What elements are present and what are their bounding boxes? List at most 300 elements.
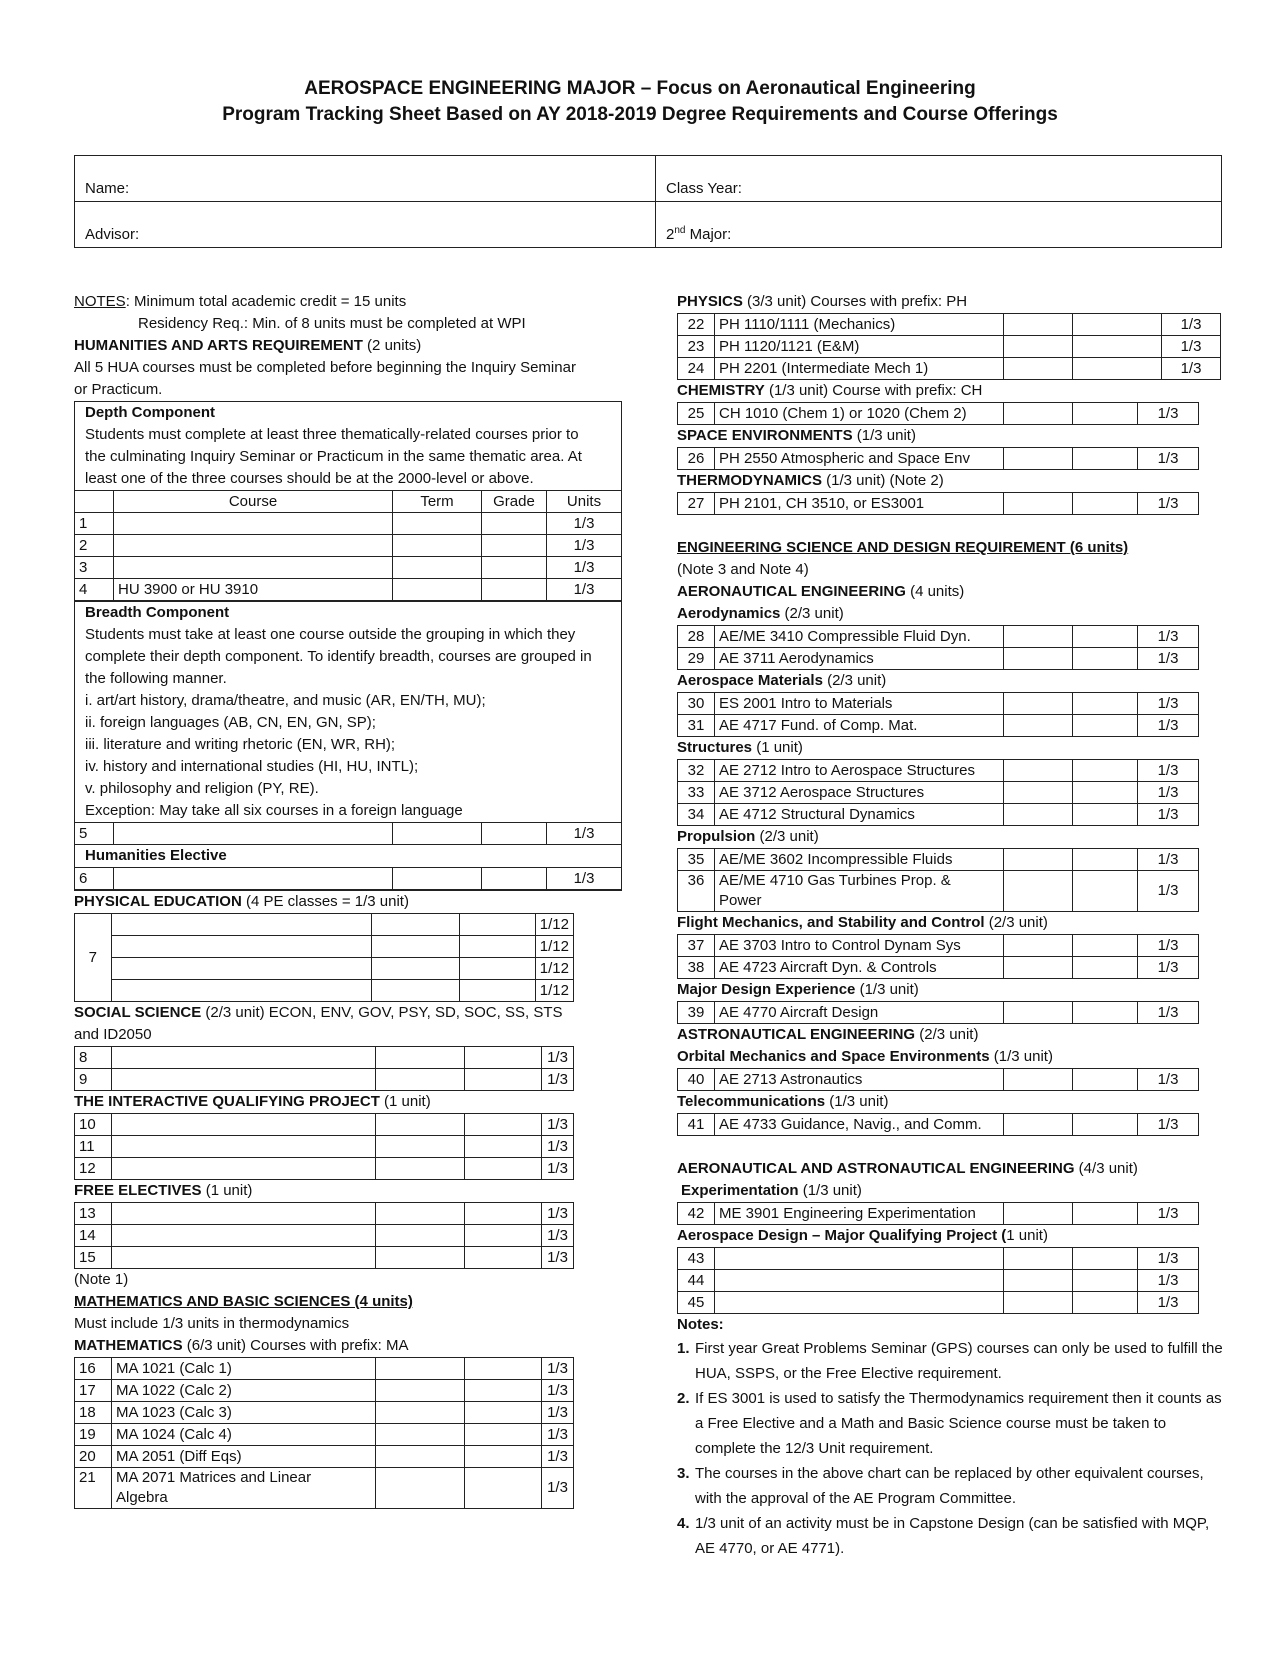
note-text: 1/3 unit of an activity must be in Capstone Design (can be satisfied with MQP, AE 4770, or AE 4771). [695, 1515, 1210, 1557]
grade-cell[interactable] [465, 1402, 542, 1424]
row-number: 17 [75, 1380, 112, 1402]
grade-cell[interactable] [1073, 1069, 1138, 1091]
term-cell[interactable] [1004, 1114, 1073, 1136]
mqp-units: 1 unit) [1006, 1227, 1048, 1244]
space-env-heading-text: SPACE ENVIRONMENTS [677, 427, 853, 444]
term-cell[interactable] [393, 513, 482, 535]
row-number: 29 [678, 648, 715, 670]
units-cell: 1/12 [535, 914, 573, 936]
math-table [74, 1357, 574, 1509]
class-year-field[interactable] [656, 156, 1222, 202]
depth-text2: the culminating Inquiry Seminar or Practicum in the same thematic area. At [85, 448, 582, 465]
term-cell[interactable] [1004, 871, 1073, 912]
course-cell[interactable] [111, 936, 371, 958]
iqp-heading-text: THE INTERACTIVE QUALIFYING PROJECT [74, 1093, 380, 1110]
course-cell[interactable] [112, 1247, 376, 1269]
esd-heading: ENGINEERING SCIENCE AND DESIGN REQUIREMENT (6 units) [677, 539, 1129, 556]
table-row [75, 1402, 574, 1424]
grade-cell[interactable] [482, 868, 547, 890]
course-cell [715, 871, 1004, 912]
grade-cell[interactable] [1073, 448, 1138, 470]
grade-cell[interactable] [1073, 358, 1162, 380]
units-cell: 1/3 [1138, 715, 1199, 737]
term-cell[interactable] [1004, 760, 1073, 782]
term-cell[interactable] [1004, 648, 1073, 670]
course-cell[interactable] [114, 868, 393, 890]
course-cell[interactable] [715, 1248, 1004, 1270]
grade-cell[interactable] [482, 513, 547, 535]
units-cell: 1/3 [1138, 1069, 1199, 1091]
row-number: 7 [75, 914, 112, 1002]
grade-cell[interactable] [1073, 403, 1138, 425]
grade-cell[interactable] [465, 1247, 542, 1269]
term-cell[interactable] [1004, 314, 1073, 336]
aa-heading-text: AERONAUTICAL AND ASTRONAUTICAL ENGINEERING [677, 1160, 1075, 1177]
term-cell[interactable] [1004, 693, 1073, 715]
free-heading [74, 1180, 622, 1202]
grade-cell[interactable] [1073, 314, 1162, 336]
term-cell[interactable] [376, 1203, 465, 1225]
notes-line2: Residency Req.: Min. of 8 units must be completed at WPI [138, 315, 526, 332]
right-column [677, 291, 1225, 1561]
course-cell [112, 1468, 376, 1509]
row-number: 35 [678, 849, 715, 871]
free-note: (Note 1) [74, 1271, 129, 1288]
grade-cell[interactable] [465, 1136, 542, 1158]
physics-heading-text: PHYSICS [677, 293, 743, 310]
grade-cell[interactable] [1073, 1114, 1138, 1136]
term-cell[interactable] [376, 1468, 465, 1509]
elective-table [75, 867, 621, 890]
course-cell: MA 1022 (Calc 2) [112, 1380, 376, 1402]
note-item [677, 1386, 1225, 1461]
course-cell[interactable] [112, 1158, 376, 1180]
breadth-title: Breadth Component [75, 601, 621, 624]
table-row [75, 1136, 574, 1158]
grade-cell[interactable] [482, 823, 547, 845]
term-cell[interactable] [376, 1047, 465, 1069]
term-cell[interactable] [1004, 935, 1073, 957]
units-cell: 1/3 [1138, 871, 1199, 912]
thermo-heading-text: THERMODYNAMICS [677, 472, 822, 489]
units-cell: 1/12 [535, 958, 573, 980]
term-cell[interactable] [1004, 336, 1073, 358]
grade-cell[interactable] [482, 535, 547, 557]
table-row [75, 1225, 574, 1247]
course-cell[interactable] [114, 513, 393, 535]
term-cell[interactable] [371, 914, 459, 936]
table-row [75, 1203, 574, 1225]
chemistry-heading [677, 380, 1225, 402]
course-cell[interactable] [114, 535, 393, 557]
materials-table [677, 692, 1199, 737]
grade-cell[interactable] [1073, 871, 1138, 912]
term-cell[interactable] [1004, 1270, 1073, 1292]
free-heading-units: (1 unit) [201, 1182, 253, 1199]
grade-cell[interactable] [459, 914, 535, 936]
course-cell: PH 2201 (Intermediate Mech 1) [715, 358, 1004, 380]
course-cell[interactable] [111, 980, 371, 1002]
term-cell[interactable] [376, 1069, 465, 1091]
term-cell[interactable] [1004, 1069, 1073, 1091]
course-cell[interactable] [114, 823, 393, 845]
units-cell: 1/3 [547, 579, 622, 601]
experimentation-units: (1/3 unit) [798, 1182, 862, 1199]
course-cell[interactable] [112, 1203, 376, 1225]
units-cell: 1/3 [1162, 336, 1221, 358]
units-cell: 1/3 [1138, 648, 1199, 670]
course-cell: AE 4733 Guidance, Navig., and Comm. [715, 1114, 1004, 1136]
depth-header-grade: Grade [482, 491, 547, 513]
grade-cell[interactable] [465, 1380, 542, 1402]
grade-cell[interactable] [1073, 782, 1138, 804]
notes-line1: : Minimum total academic credit = 15 units [125, 293, 407, 310]
name-label: Name: [85, 180, 130, 197]
second-major-field[interactable] [656, 202, 1222, 248]
telecom-title: Telecommunications [677, 1093, 826, 1110]
materials-title: Aerospace Materials [677, 672, 823, 689]
units-cell: 1/3 [542, 1225, 574, 1247]
flight-title: Flight Mechanics, and Stability and Control [677, 914, 985, 931]
table-row [75, 980, 574, 1002]
course-cell: AE 2713 Astronautics [715, 1069, 1004, 1091]
course-cell: ES 2001 Intro to Materials [715, 693, 1004, 715]
term-cell[interactable] [376, 1114, 465, 1136]
course-cell[interactable] [112, 1225, 376, 1247]
grade-cell[interactable] [1073, 1292, 1138, 1314]
row-number: 27 [678, 493, 715, 515]
units-cell: 1/3 [1138, 1114, 1199, 1136]
row-number: 24 [678, 358, 715, 380]
table-row [75, 1247, 574, 1269]
course-cell: PH 2101, CH 3510, or ES3001 [715, 493, 1004, 515]
term-cell[interactable] [1004, 403, 1073, 425]
breadth-group: i. art/art history, drama/theatre, and music (AR, EN/TH, MU); [85, 692, 486, 709]
space-env-table [677, 447, 1199, 470]
units-cell: 1/3 [1138, 1248, 1199, 1270]
grade-cell[interactable] [465, 1446, 542, 1468]
row-number: 38 [678, 957, 715, 979]
row-number: 10 [75, 1114, 112, 1136]
term-cell[interactable] [393, 535, 482, 557]
second-major-sup: nd [674, 225, 686, 236]
aa-heading [677, 1158, 1225, 1180]
grade-cell[interactable] [1073, 935, 1138, 957]
course-cell[interactable] [112, 1047, 376, 1069]
row-number: 4 [75, 579, 114, 601]
term-cell[interactable] [1004, 715, 1073, 737]
grade-cell[interactable] [465, 1203, 542, 1225]
table-row [75, 1069, 574, 1091]
notes-list [677, 1336, 1225, 1561]
units-cell: 1/3 [1138, 782, 1199, 804]
grade-cell[interactable] [482, 557, 547, 579]
grade-cell[interactable] [482, 579, 547, 601]
term-cell[interactable] [1004, 358, 1073, 380]
units-cell: 1/3 [542, 1158, 574, 1180]
structures-title: Structures [677, 739, 753, 756]
hua-heading [74, 335, 622, 357]
course-cell: PH 2550 Atmospheric and Space Env [715, 448, 1004, 470]
term-cell[interactable] [1004, 804, 1073, 826]
table-row [75, 936, 574, 958]
name-field[interactable] [75, 156, 656, 202]
row-number: 40 [678, 1069, 715, 1091]
term-cell[interactable] [1004, 1002, 1073, 1024]
term-cell[interactable] [1004, 849, 1073, 871]
table-row [75, 1047, 574, 1069]
course-cell: AE 4770 Aircraft Design [715, 1002, 1004, 1024]
advisor-field[interactable] [75, 202, 656, 248]
term-cell[interactable] [371, 936, 459, 958]
document-title: AEROSPACE ENGINEERING MAJOR – Focus on Aeronautical Engineering [304, 78, 976, 99]
grade-cell[interactable] [465, 1114, 542, 1136]
hua-box [74, 401, 622, 891]
free-table [74, 1202, 574, 1269]
depth-header-n [75, 491, 114, 513]
design-table [677, 1001, 1199, 1024]
grade-cell[interactable] [459, 958, 535, 980]
astro-heading [677, 1024, 1225, 1046]
term-cell[interactable] [376, 1136, 465, 1158]
table-row [678, 336, 1221, 358]
course-cell[interactable] [111, 958, 371, 980]
pe-table [74, 913, 574, 1002]
table-row [678, 1114, 1199, 1136]
depth-header-course: Course [114, 491, 393, 513]
row-number: 39 [678, 1002, 715, 1024]
math-heading-units: (6/3 unit) Courses with prefix: MA [182, 1337, 409, 1354]
row-number: 44 [678, 1270, 715, 1292]
flight-table [677, 934, 1199, 979]
grade-cell[interactable] [1073, 715, 1138, 737]
thermo-table [677, 492, 1199, 515]
note-number: 3. [677, 1465, 690, 1482]
term-cell[interactable] [376, 1380, 465, 1402]
units-cell: 1/3 [1138, 1203, 1199, 1225]
grade-cell[interactable] [1073, 626, 1138, 648]
note-text: The courses in the above chart can be replaced by other equivalent courses, with the approval of the AE Program Committee. [695, 1465, 1204, 1507]
grade-cell[interactable] [465, 1358, 542, 1380]
depth-header-units: Units [547, 491, 622, 513]
grade-cell[interactable] [465, 1158, 542, 1180]
units-cell: 1/3 [1138, 804, 1199, 826]
row-number: 37 [678, 935, 715, 957]
space-env-heading-units: (1/3 unit) [852, 427, 916, 444]
physics-heading [677, 291, 1225, 313]
units-cell: 1/3 [547, 513, 622, 535]
astro-heading-text: ASTRONAUTICAL ENGINEERING [677, 1026, 916, 1043]
row-number: 30 [678, 693, 715, 715]
units-cell: 1/3 [542, 1114, 574, 1136]
chemistry-heading-units: (1/3 unit) Course with prefix: CH [764, 382, 983, 399]
term-cell[interactable] [393, 868, 482, 890]
term-cell[interactable] [371, 958, 459, 980]
experimentation-heading [677, 1180, 1225, 1202]
table-row [75, 1424, 574, 1446]
aerodynamics-title: Aerodynamics [677, 605, 781, 622]
course-cell: AE 4723 Aircraft Dyn. & Controls [715, 957, 1004, 979]
row-number: 3 [75, 557, 114, 579]
term-cell[interactable] [1004, 448, 1073, 470]
units-cell: 1/3 [1138, 1270, 1199, 1292]
term-cell[interactable] [1004, 1292, 1073, 1314]
grade-cell[interactable] [1073, 493, 1138, 515]
physics-heading-units: (3/3 unit) Courses with prefix: PH [742, 293, 968, 310]
table-row [75, 513, 621, 535]
units-cell: 1/3 [542, 1402, 574, 1424]
term-cell[interactable] [376, 1424, 465, 1446]
pe-heading-text: PHYSICAL EDUCATION [74, 893, 242, 910]
hua-heading-units: (2 units) [362, 337, 422, 354]
term-cell[interactable] [1004, 626, 1073, 648]
units-cell: 1/3 [542, 1069, 574, 1091]
grade-cell[interactable] [1073, 1248, 1138, 1270]
grade-cell[interactable] [1073, 648, 1138, 670]
course-cell[interactable] [715, 1292, 1004, 1314]
units-cell: 1/3 [1138, 957, 1199, 979]
term-cell[interactable] [1004, 782, 1073, 804]
design-title: Major Design Experience [677, 981, 856, 998]
table-row [75, 1446, 574, 1468]
design-units: (1/3 unit) [855, 981, 919, 998]
units-cell: 1/3 [547, 557, 622, 579]
row-number: 11 [75, 1136, 112, 1158]
grade-cell[interactable] [1073, 1203, 1138, 1225]
grade-cell[interactable] [1073, 957, 1138, 979]
structures-heading [677, 737, 1225, 759]
breadth-exception: Exception: May take all six courses in a foreign language [85, 802, 463, 819]
units-cell: 1/3 [1138, 1292, 1199, 1314]
term-cell[interactable] [393, 823, 482, 845]
course-cell: AE/ME 3410 Compressible Fluid Dyn. [715, 626, 1004, 648]
free-heading-text: FREE ELECTIVES [74, 1182, 202, 1199]
space-env-heading [677, 425, 1225, 447]
breadth-table [75, 822, 621, 845]
row-number: 34 [678, 804, 715, 826]
orbital-title: Orbital Mechanics and Space Environments [677, 1048, 990, 1065]
iqp-heading [74, 1091, 622, 1113]
second-major-label [666, 226, 731, 243]
term-cell[interactable] [376, 1225, 465, 1247]
table-row [75, 1468, 574, 1509]
note-item [677, 1336, 1225, 1386]
grade-cell[interactable] [1073, 804, 1138, 826]
grade-cell[interactable] [459, 936, 535, 958]
chemistry-table [677, 402, 1199, 425]
table-row [75, 579, 621, 601]
hum-elective-title: Humanities Elective [85, 847, 227, 864]
mqp-heading [677, 1225, 1225, 1247]
grade-cell[interactable] [1073, 760, 1138, 782]
table-row [75, 1114, 574, 1136]
table-row [75, 1380, 574, 1402]
notes-top [74, 291, 622, 313]
term-cell[interactable] [1004, 957, 1073, 979]
grade-cell[interactable] [1073, 693, 1138, 715]
social-table [74, 1046, 574, 1091]
math-heading [74, 1335, 622, 1357]
grade-cell[interactable] [1073, 849, 1138, 871]
grade-cell[interactable] [465, 1069, 542, 1091]
grade-cell[interactable] [465, 1225, 542, 1247]
table-row [678, 693, 1199, 715]
term-cell[interactable] [376, 1402, 465, 1424]
term-cell[interactable] [371, 980, 459, 1002]
materials-heading [677, 670, 1225, 692]
math-basic-sub: Must include 1/3 units in thermodynamics [74, 1315, 350, 1332]
course-cell[interactable] [112, 1069, 376, 1091]
term-cell[interactable] [1004, 1203, 1073, 1225]
units-cell: 1/3 [1138, 626, 1199, 648]
course-cell[interactable] [112, 1136, 376, 1158]
table-row [75, 1158, 574, 1180]
term-cell[interactable] [393, 579, 482, 601]
pe-heading [74, 891, 622, 913]
term-cell[interactable] [376, 1446, 465, 1468]
grade-cell[interactable] [459, 980, 535, 1002]
units-cell: 1/3 [1138, 1002, 1199, 1024]
row-number: 33 [678, 782, 715, 804]
units-cell: 1/3 [542, 1203, 574, 1225]
table-row [678, 448, 1199, 470]
row-number: 36 [678, 871, 715, 912]
grade-cell[interactable] [1073, 336, 1162, 358]
units-cell: 1/3 [1138, 493, 1199, 515]
notes-heading: Notes: [677, 1316, 724, 1333]
table-row [75, 1358, 574, 1380]
document-subtitle: Program Tracking Sheet Based on AY 2018-2019 Degree Requirements and Course Offerings [222, 104, 1058, 125]
term-cell[interactable] [393, 557, 482, 579]
table-row [75, 868, 621, 890]
row-number: 1 [75, 513, 114, 535]
course-cell: MA 2051 (Diff Eqs) [112, 1446, 376, 1468]
note-number: 4. [677, 1515, 690, 1532]
course-cell: CH 1010 (Chem 1) or 1020 (Chem 2) [715, 403, 1004, 425]
grade-cell[interactable] [465, 1047, 542, 1069]
aerodynamics-heading [677, 603, 1225, 625]
row-number: 8 [75, 1047, 112, 1069]
course-cell[interactable] [715, 1270, 1004, 1292]
mqp-title: Aerospace Design – Major Qualifying Project ( [677, 1227, 1007, 1244]
course-cell[interactable] [112, 1114, 376, 1136]
course-cell[interactable] [111, 914, 371, 936]
experimentation-table [677, 1202, 1199, 1225]
table-row [678, 1270, 1199, 1292]
term-cell[interactable] [1004, 493, 1073, 515]
term-cell[interactable] [1004, 1248, 1073, 1270]
term-cell[interactable] [376, 1358, 465, 1380]
row-number: 41 [678, 1114, 715, 1136]
grade-cell[interactable] [465, 1468, 542, 1509]
units-cell: 1/3 [542, 1380, 574, 1402]
units-cell: 1/3 [1138, 760, 1199, 782]
term-cell[interactable] [376, 1158, 465, 1180]
propulsion-title: Propulsion [677, 828, 756, 845]
row-number: 5 [75, 823, 114, 845]
units-cell: 1/12 [535, 980, 573, 1002]
materials-units: (2/3 unit) [822, 672, 887, 689]
structures-table [677, 759, 1199, 826]
grade-cell[interactable] [1073, 1270, 1138, 1292]
course-cell: AE 3712 Aerospace Structures [715, 782, 1004, 804]
grade-cell[interactable] [1073, 1002, 1138, 1024]
grade-cell[interactable] [465, 1424, 542, 1446]
units-cell: 1/3 [1138, 849, 1199, 871]
course-cell[interactable] [114, 557, 393, 579]
course-cell[interactable]: HU 3900 or HU 3910 [114, 579, 393, 601]
term-cell[interactable] [376, 1247, 465, 1269]
